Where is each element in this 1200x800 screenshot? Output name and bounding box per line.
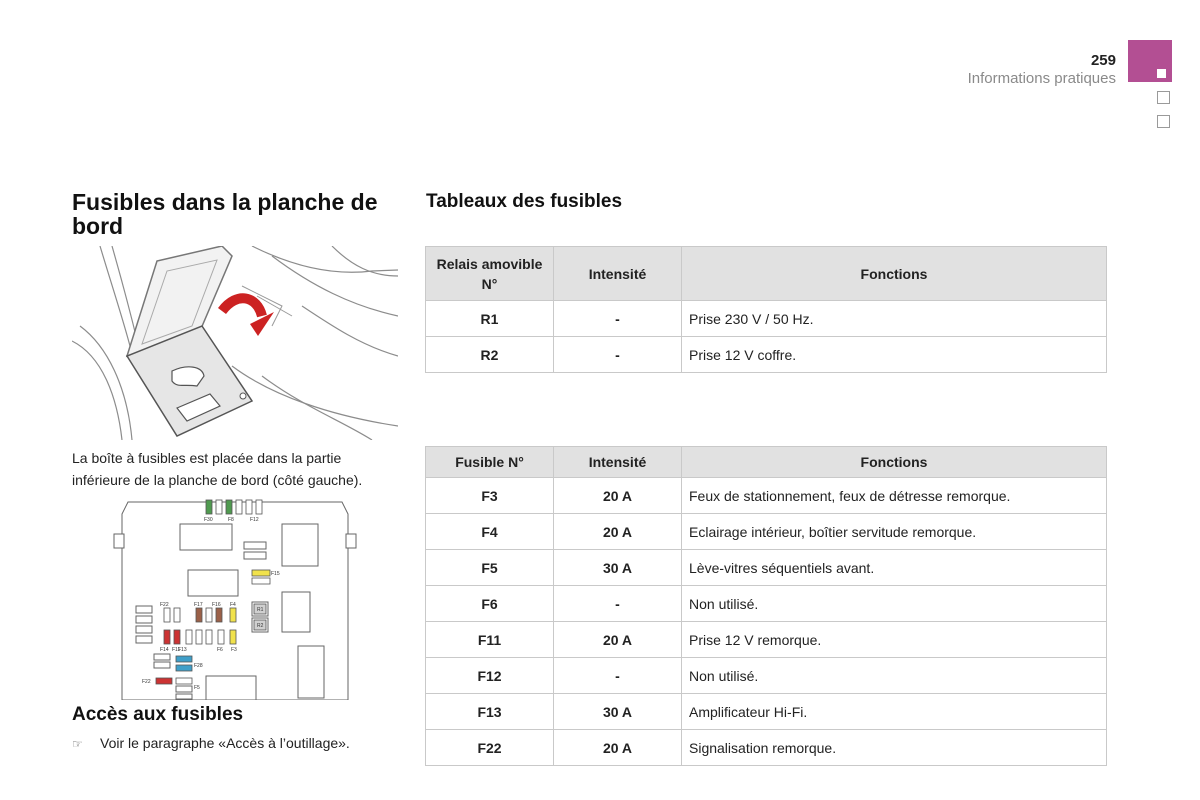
- table-row: [426, 622, 1107, 658]
- table-cell: 30 A: [554, 550, 682, 586]
- table-cell: Non utilisé.: [682, 586, 1107, 622]
- fuse-f22b: [156, 678, 172, 684]
- label-f11: F11: [172, 647, 181, 653]
- fuse-slot: [216, 500, 222, 514]
- fuse-f16: [216, 608, 222, 622]
- table-header-row: [426, 247, 1107, 301]
- table-cell: F13: [426, 694, 554, 730]
- table-row: [426, 514, 1107, 550]
- intro-paragraph: La boîte à fusibles est placée dans la partie inférieure de la planche de bord (côté gauche).: [72, 450, 363, 488]
- page-number: 259: [1090, 52, 1116, 69]
- table-cell: -: [554, 337, 682, 373]
- table-cell: F3: [426, 478, 554, 514]
- relay-table: [425, 246, 1107, 373]
- table-cell: Prise 230 V / 50 Hz.: [682, 301, 1107, 337]
- label-f22b: F22: [142, 679, 151, 685]
- fuse-table: [425, 446, 1107, 766]
- label-f14: F14: [160, 647, 169, 653]
- table-cell: F11: [426, 622, 554, 658]
- label-f28: F28: [194, 663, 203, 669]
- label-f4: F4: [230, 602, 236, 608]
- label-f8: F8: [228, 517, 234, 523]
- table-cell: Lève-vitres séquentiels avant.: [682, 550, 1107, 586]
- fuse-slot: [246, 500, 252, 514]
- table-cell: Eclairage intérieur, boîtier servitude remorque.: [682, 514, 1107, 550]
- table-cell: F12: [426, 658, 554, 694]
- fuse-f3: [230, 630, 236, 644]
- fuse-f12: [256, 500, 262, 514]
- fuse-f14: [164, 630, 170, 644]
- fuse-f11: [174, 630, 180, 644]
- table-cell: 30 A: [554, 694, 682, 730]
- fuse-f6: [218, 630, 224, 644]
- label-f13: F13: [178, 647, 187, 653]
- chapter-tab-marker: [1128, 40, 1172, 82]
- table-row: [426, 658, 1107, 694]
- table-cell: 20 A: [554, 622, 682, 658]
- column-header: Relais amovible N°: [426, 247, 554, 301]
- table-row: [426, 301, 1107, 337]
- table-cell: Feux de stationnement, feux de détresse remorque.: [682, 478, 1107, 514]
- table-row: [426, 550, 1107, 586]
- tables-section-title: Tableaux des fusibles: [426, 191, 623, 212]
- column-header: Intensité: [554, 247, 682, 301]
- fuse-f4: [230, 608, 236, 622]
- table-cell: 20 A: [554, 514, 682, 550]
- table-cell: R1: [426, 301, 554, 337]
- fusebox-diagram: [112, 494, 358, 700]
- pointing-hand-icon: ☞: [72, 737, 83, 751]
- left-column: [72, 190, 402, 238]
- fuse-f17: [196, 608, 202, 622]
- access-bullet-item: [72, 735, 350, 751]
- table-cell: R2: [426, 337, 554, 373]
- fuse-slot: [236, 500, 242, 514]
- label-r2: R2: [257, 623, 264, 629]
- table-cell: -: [554, 658, 682, 694]
- table-row: [426, 337, 1107, 373]
- table-cell: F4: [426, 514, 554, 550]
- table-cell: 20 A: [554, 478, 682, 514]
- page-header: [968, 52, 1116, 88]
- table-header-row: [426, 447, 1107, 478]
- table-cell: Prise 12 V remorque.: [682, 622, 1107, 658]
- table-cell: F6: [426, 586, 554, 622]
- table-cell: Prise 12 V coffre.: [682, 337, 1107, 373]
- label-f3: F3: [231, 647, 237, 653]
- table-cell: -: [554, 301, 682, 337]
- fuse-f15: [252, 570, 270, 576]
- label-f16: F16: [212, 602, 221, 608]
- column-header: Intensité: [554, 447, 682, 478]
- table-row: [426, 478, 1107, 514]
- column-header: Fusible N°: [426, 447, 554, 478]
- label-f6: F6: [217, 647, 223, 653]
- table-row: [426, 586, 1107, 622]
- label-f30: F30: [204, 517, 213, 523]
- table-cell: Non utilisé.: [682, 658, 1107, 694]
- access-section-title: Accès aux fusibles: [72, 704, 244, 725]
- label-f17: F17: [194, 602, 203, 608]
- label-f5: F5: [194, 685, 200, 691]
- label-f15: F15: [271, 571, 280, 577]
- chapter-tab-box: [1157, 115, 1170, 128]
- column-header: Fonctions: [682, 247, 1107, 301]
- access-bullet-text: Voir le paragraphe «Accès à l’outillage».: [100, 735, 350, 751]
- section-name: Informations pratiques: [967, 70, 1116, 87]
- chapter-tab-box: [1157, 91, 1170, 104]
- label-f12: F12: [250, 517, 259, 523]
- table-cell: F22: [426, 730, 554, 766]
- fuse-f5: [176, 678, 192, 684]
- table-row: [426, 730, 1107, 766]
- table-row: [426, 694, 1107, 730]
- label-f22: F22: [160, 602, 169, 608]
- label-r1: R1: [257, 607, 264, 613]
- chapter-tab-dot: [1157, 69, 1166, 78]
- table-cell: Amplificateur Hi-Fi.: [682, 694, 1107, 730]
- table-cell: -: [554, 586, 682, 622]
- column-header: Fonctions: [682, 447, 1107, 478]
- fuse-f8: [226, 500, 232, 514]
- fuse-f28: [176, 656, 192, 662]
- table-cell: Signalisation remorque.: [682, 730, 1107, 766]
- dashboard-fusebox-illustration: [72, 246, 398, 440]
- page-title: Fusibles dans la planche de bord: [72, 189, 378, 239]
- table-cell: 20 A: [554, 730, 682, 766]
- table-cell: F5: [426, 550, 554, 586]
- fuse-f30: [206, 500, 212, 514]
